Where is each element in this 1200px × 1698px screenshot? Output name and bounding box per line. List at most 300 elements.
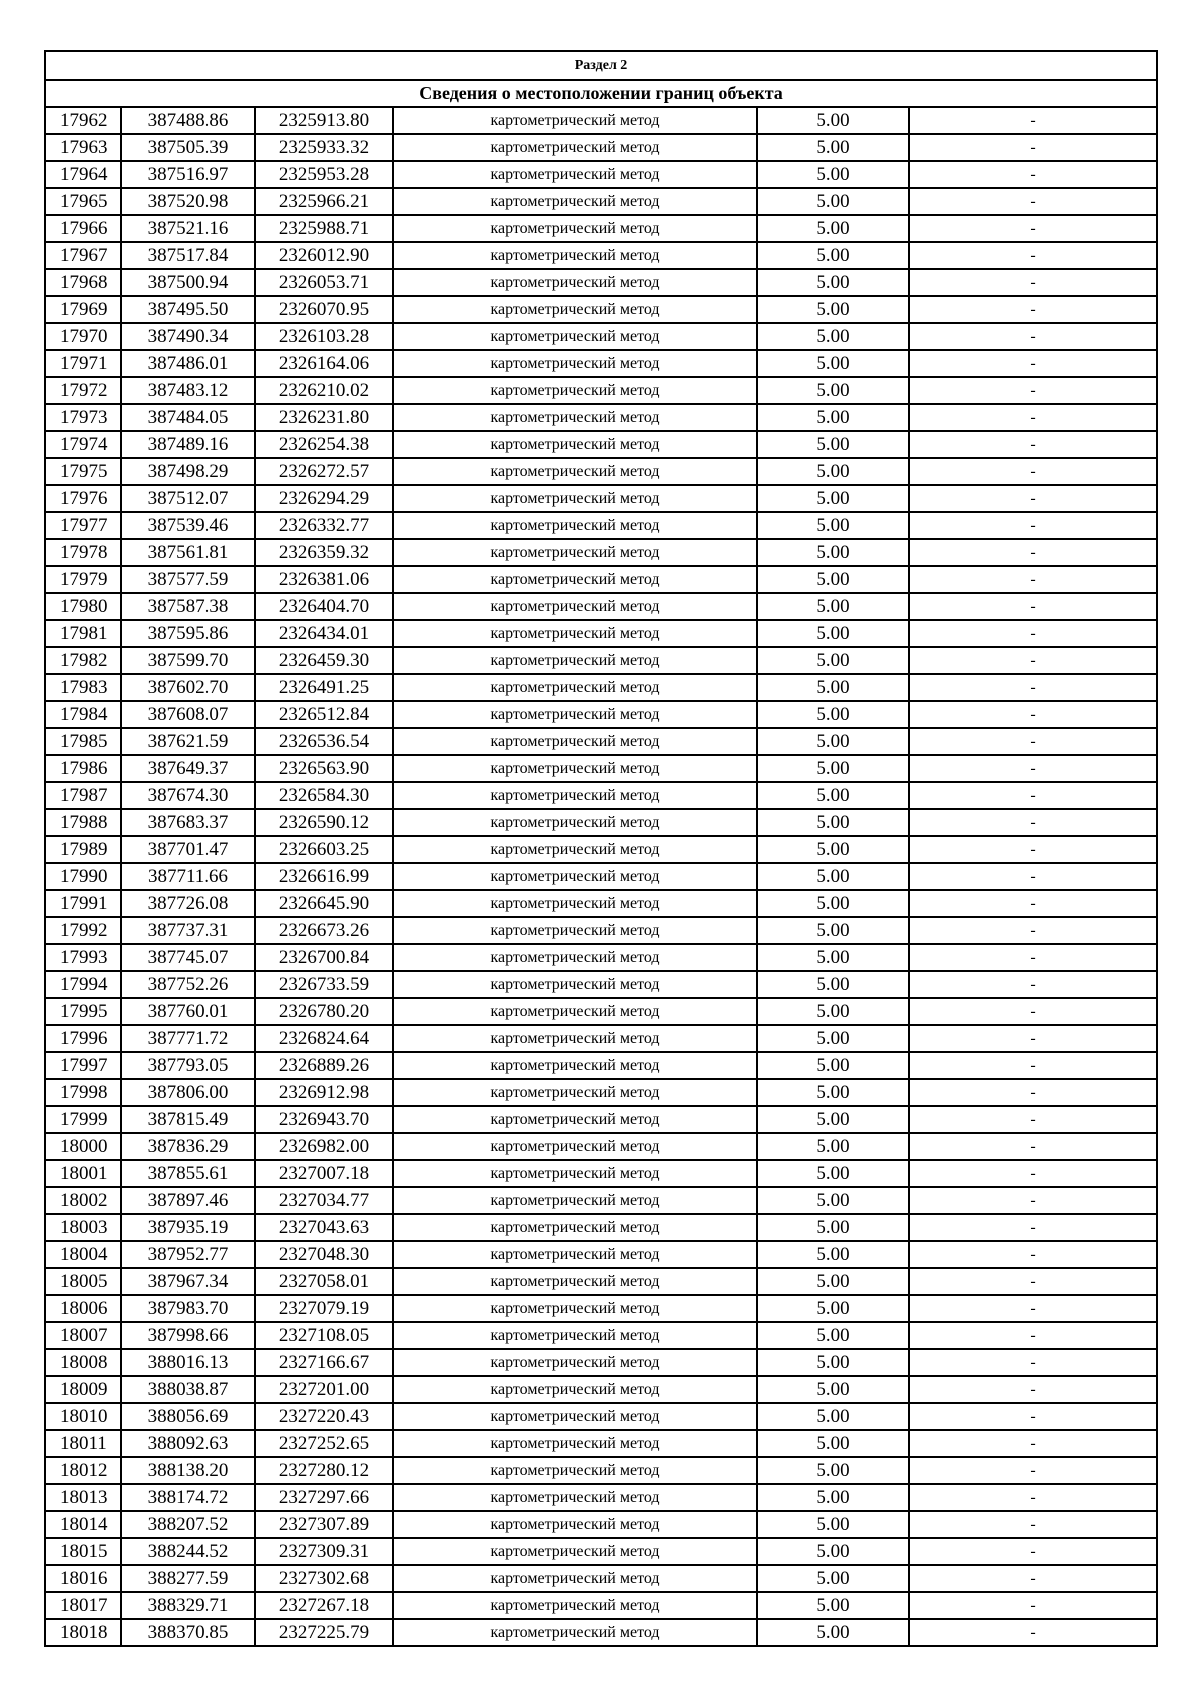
coordinate-x-cell: 387498.29	[121, 458, 255, 485]
accuracy-cell: 5.00	[757, 1106, 909, 1133]
table-row	[45, 458, 1157, 485]
coordinate-x-cell: 387983.70	[121, 1295, 255, 1322]
coordinate-y-cell: 2326434.01	[255, 620, 393, 647]
table-row	[45, 485, 1157, 512]
point-number-cell: 17988	[45, 809, 121, 836]
accuracy-cell: 5.00	[757, 836, 909, 863]
coordinate-y-cell: 2327225.79	[255, 1619, 393, 1646]
accuracy-cell: 5.00	[757, 971, 909, 998]
note-cell: -	[909, 431, 1157, 458]
point-number-cell: 17967	[45, 242, 121, 269]
point-number-cell: 17965	[45, 188, 121, 215]
coordinate-y-cell: 2327297.66	[255, 1484, 393, 1511]
coordinate-x-cell: 387516.97	[121, 161, 255, 188]
table-row	[45, 1214, 1157, 1241]
accuracy-cell: 5.00	[757, 1349, 909, 1376]
coordinate-y-cell: 2326512.84	[255, 701, 393, 728]
note-cell: -	[909, 1484, 1157, 1511]
point-number-cell: 18009	[45, 1376, 121, 1403]
note-cell: -	[909, 728, 1157, 755]
point-number-cell: 17971	[45, 350, 121, 377]
coordinate-x-cell: 388370.85	[121, 1619, 255, 1646]
point-number-cell: 17990	[45, 863, 121, 890]
accuracy-cell: 5.00	[757, 242, 909, 269]
coordinate-x-cell: 387621.59	[121, 728, 255, 755]
coordinate-x-cell: 387760.01	[121, 998, 255, 1025]
accuracy-cell: 5.00	[757, 215, 909, 242]
table-row	[45, 1376, 1157, 1403]
point-number-cell: 18002	[45, 1187, 121, 1214]
point-number-cell: 17974	[45, 431, 121, 458]
coordinate-x-cell: 387484.05	[121, 404, 255, 431]
coordinate-x-cell: 388056.69	[121, 1403, 255, 1430]
note-cell: -	[909, 1565, 1157, 1592]
coordinate-x-cell: 387490.34	[121, 323, 255, 350]
note-cell: -	[909, 1538, 1157, 1565]
table-row	[45, 431, 1157, 458]
coordinate-x-cell: 387521.16	[121, 215, 255, 242]
coordinate-x-cell: 387711.66	[121, 863, 255, 890]
coordinate-x-cell: 387539.46	[121, 512, 255, 539]
coordinate-x-cell: 387952.77	[121, 1241, 255, 1268]
note-cell: -	[909, 269, 1157, 296]
coordinate-y-cell: 2327280.12	[255, 1457, 393, 1484]
method-cell: картометрический метод	[393, 1538, 757, 1565]
note-cell: -	[909, 1079, 1157, 1106]
method-cell: картометрический метод	[393, 1403, 757, 1430]
point-number-cell: 18001	[45, 1160, 121, 1187]
coordinate-y-cell: 2326231.80	[255, 404, 393, 431]
accuracy-cell: 5.00	[757, 1160, 909, 1187]
method-cell: картометрический метод	[393, 620, 757, 647]
coordinate-x-cell: 387608.07	[121, 701, 255, 728]
coordinate-y-cell: 2327043.63	[255, 1214, 393, 1241]
point-number-cell: 18006	[45, 1295, 121, 1322]
accuracy-cell: 5.00	[757, 539, 909, 566]
method-cell: картометрический метод	[393, 755, 757, 782]
method-cell: картометрический метод	[393, 431, 757, 458]
coordinate-y-cell: 2326780.20	[255, 998, 393, 1025]
coordinate-x-cell: 387577.59	[121, 566, 255, 593]
accuracy-cell: 5.00	[757, 431, 909, 458]
coordinate-x-cell: 387512.07	[121, 485, 255, 512]
coordinate-y-cell: 2327034.77	[255, 1187, 393, 1214]
coordinate-x-cell: 387495.50	[121, 296, 255, 323]
note-cell: -	[909, 863, 1157, 890]
point-number-cell: 17968	[45, 269, 121, 296]
coordinate-x-cell: 387505.39	[121, 134, 255, 161]
table-row	[45, 1484, 1157, 1511]
coordinate-x-cell: 387486.01	[121, 350, 255, 377]
accuracy-cell: 5.00	[757, 1430, 909, 1457]
table-row	[45, 647, 1157, 674]
point-number-cell: 18005	[45, 1268, 121, 1295]
note-cell: -	[909, 1457, 1157, 1484]
accuracy-cell: 5.00	[757, 1241, 909, 1268]
coordinate-y-cell: 2326563.90	[255, 755, 393, 782]
note-cell: -	[909, 296, 1157, 323]
point-number-cell: 17963	[45, 134, 121, 161]
accuracy-cell: 5.00	[757, 1133, 909, 1160]
coordinate-y-cell: 2327309.31	[255, 1538, 393, 1565]
accuracy-cell: 5.00	[757, 350, 909, 377]
note-cell: -	[909, 1376, 1157, 1403]
table-row	[45, 1322, 1157, 1349]
table-row	[45, 269, 1157, 296]
coordinate-y-cell: 2326616.99	[255, 863, 393, 890]
method-cell: картометрический метод	[393, 1241, 757, 1268]
point-number-cell: 18015	[45, 1538, 121, 1565]
accuracy-cell: 5.00	[757, 1322, 909, 1349]
accuracy-cell: 5.00	[757, 701, 909, 728]
note-cell: -	[909, 134, 1157, 161]
method-cell: картометрический метод	[393, 1592, 757, 1619]
accuracy-cell: 5.00	[757, 1565, 909, 1592]
method-cell: картометрический метод	[393, 215, 757, 242]
method-cell: картометрический метод	[393, 1187, 757, 1214]
accuracy-cell: 5.00	[757, 998, 909, 1025]
method-cell: картометрический метод	[393, 1106, 757, 1133]
table-row	[45, 1592, 1157, 1619]
method-cell: картометрический метод	[393, 728, 757, 755]
table-row	[45, 1403, 1157, 1430]
coordinate-x-cell: 388092.63	[121, 1430, 255, 1457]
accuracy-cell: 5.00	[757, 809, 909, 836]
table-row	[45, 188, 1157, 215]
coordinate-x-cell: 388277.59	[121, 1565, 255, 1592]
method-cell: картометрический метод	[393, 1565, 757, 1592]
point-number-cell: 18004	[45, 1241, 121, 1268]
note-cell: -	[909, 674, 1157, 701]
table-row	[45, 1538, 1157, 1565]
boundary-coordinates-table	[44, 50, 1158, 1647]
note-cell: -	[909, 1025, 1157, 1052]
table-row	[45, 161, 1157, 188]
point-number-cell: 17980	[45, 593, 121, 620]
note-cell: -	[909, 1160, 1157, 1187]
accuracy-cell: 5.00	[757, 296, 909, 323]
note-cell: -	[909, 1133, 1157, 1160]
coordinate-y-cell: 2327166.67	[255, 1349, 393, 1376]
coordinate-y-cell: 2327252.65	[255, 1430, 393, 1457]
note-cell: -	[909, 944, 1157, 971]
method-cell: картометрический метод	[393, 647, 757, 674]
title-header-row	[45, 80, 1157, 107]
coordinate-x-cell: 387726.08	[121, 890, 255, 917]
coordinate-x-cell: 387701.47	[121, 836, 255, 863]
accuracy-cell: 5.00	[757, 1295, 909, 1322]
method-cell: картометрический метод	[393, 269, 757, 296]
table-row	[45, 107, 1157, 134]
table-row	[45, 566, 1157, 593]
table-row	[45, 1268, 1157, 1295]
point-number-cell: 17997	[45, 1052, 121, 1079]
point-number-cell: 18018	[45, 1619, 121, 1646]
note-cell: -	[909, 1403, 1157, 1430]
note-cell: -	[909, 836, 1157, 863]
method-cell: картометрический метод	[393, 1025, 757, 1052]
coordinate-y-cell: 2326164.06	[255, 350, 393, 377]
point-number-cell: 17992	[45, 917, 121, 944]
note-cell: -	[909, 1241, 1157, 1268]
method-cell: картометрический метод	[393, 377, 757, 404]
coordinate-x-cell: 387587.38	[121, 593, 255, 620]
coordinate-y-cell: 2325966.21	[255, 188, 393, 215]
coordinate-y-cell: 2326584.30	[255, 782, 393, 809]
accuracy-cell: 5.00	[757, 188, 909, 215]
coordinate-y-cell: 2326912.98	[255, 1079, 393, 1106]
point-number-cell: 17994	[45, 971, 121, 998]
method-cell: картометрический метод	[393, 512, 757, 539]
coordinate-x-cell: 388138.20	[121, 1457, 255, 1484]
table-row	[45, 1079, 1157, 1106]
coordinate-x-cell: 387489.16	[121, 431, 255, 458]
coordinate-y-cell: 2327108.05	[255, 1322, 393, 1349]
coordinate-y-cell: 2327220.43	[255, 1403, 393, 1430]
note-cell: -	[909, 1268, 1157, 1295]
table-row	[45, 701, 1157, 728]
method-cell: картометрический метод	[393, 134, 757, 161]
coordinate-y-cell: 2325988.71	[255, 215, 393, 242]
table-row	[45, 539, 1157, 566]
table-row	[45, 215, 1157, 242]
coordinate-x-cell: 387561.81	[121, 539, 255, 566]
coordinate-x-cell: 388038.87	[121, 1376, 255, 1403]
coordinate-y-cell: 2326459.30	[255, 647, 393, 674]
table-row	[45, 1187, 1157, 1214]
accuracy-cell: 5.00	[757, 566, 909, 593]
method-cell: картометрический метод	[393, 404, 757, 431]
coordinate-x-cell: 387483.12	[121, 377, 255, 404]
method-cell: картометрический метод	[393, 1133, 757, 1160]
accuracy-cell: 5.00	[757, 107, 909, 134]
method-cell: картометрический метод	[393, 1619, 757, 1646]
method-cell: картометрический метод	[393, 971, 757, 998]
coordinate-y-cell: 2326491.25	[255, 674, 393, 701]
table-row	[45, 1430, 1157, 1457]
table-row	[45, 512, 1157, 539]
coordinate-x-cell: 388016.13	[121, 1349, 255, 1376]
accuracy-cell: 5.00	[757, 782, 909, 809]
method-cell: картометрический метод	[393, 350, 757, 377]
note-cell: -	[909, 1322, 1157, 1349]
table-row	[45, 863, 1157, 890]
note-cell: -	[909, 377, 1157, 404]
coordinate-y-cell: 2327302.68	[255, 1565, 393, 1592]
point-number-cell: 17989	[45, 836, 121, 863]
coordinate-y-cell: 2326381.06	[255, 566, 393, 593]
coordinate-y-cell: 2326536.54	[255, 728, 393, 755]
coordinate-y-cell: 2326700.84	[255, 944, 393, 971]
note-cell: -	[909, 620, 1157, 647]
point-number-cell: 17995	[45, 998, 121, 1025]
point-number-cell: 18000	[45, 1133, 121, 1160]
coordinate-y-cell: 2326053.71	[255, 269, 393, 296]
coordinate-x-cell: 387771.72	[121, 1025, 255, 1052]
note-cell: -	[909, 350, 1157, 377]
method-cell: картометрический метод	[393, 188, 757, 215]
coordinate-x-cell: 387897.46	[121, 1187, 255, 1214]
coordinate-x-cell: 387793.05	[121, 1052, 255, 1079]
method-cell: картометрический метод	[393, 1484, 757, 1511]
note-cell: -	[909, 1106, 1157, 1133]
coordinate-x-cell: 387815.49	[121, 1106, 255, 1133]
table-row	[45, 1619, 1157, 1646]
coordinate-y-cell: 2326733.59	[255, 971, 393, 998]
method-cell: картометрический метод	[393, 107, 757, 134]
note-cell: -	[909, 512, 1157, 539]
note-cell: -	[909, 404, 1157, 431]
note-cell: -	[909, 701, 1157, 728]
point-number-cell: 18010	[45, 1403, 121, 1430]
method-cell: картометрический метод	[393, 1349, 757, 1376]
table-row	[45, 1565, 1157, 1592]
method-cell: картометрический метод	[393, 1295, 757, 1322]
coordinate-y-cell: 2326982.00	[255, 1133, 393, 1160]
point-number-cell: 17969	[45, 296, 121, 323]
accuracy-cell: 5.00	[757, 728, 909, 755]
accuracy-cell: 5.00	[757, 1079, 909, 1106]
table-row	[45, 971, 1157, 998]
coordinate-x-cell: 387967.34	[121, 1268, 255, 1295]
coordinate-y-cell: 2326824.64	[255, 1025, 393, 1052]
point-number-cell: 17973	[45, 404, 121, 431]
accuracy-cell: 5.00	[757, 917, 909, 944]
note-cell: -	[909, 458, 1157, 485]
note-cell: -	[909, 242, 1157, 269]
point-number-cell: 18008	[45, 1349, 121, 1376]
method-cell: картометрический метод	[393, 782, 757, 809]
coordinate-y-cell: 2327201.00	[255, 1376, 393, 1403]
table-row	[45, 404, 1157, 431]
point-number-cell: 18007	[45, 1322, 121, 1349]
note-cell: -	[909, 161, 1157, 188]
note-cell: -	[909, 1052, 1157, 1079]
method-cell: картометрический метод	[393, 161, 757, 188]
point-number-cell: 17984	[45, 701, 121, 728]
point-number-cell: 17966	[45, 215, 121, 242]
table-row	[45, 917, 1157, 944]
coordinate-y-cell: 2326673.26	[255, 917, 393, 944]
accuracy-cell: 5.00	[757, 1619, 909, 1646]
coordinate-x-cell: 388244.52	[121, 1538, 255, 1565]
table-row	[45, 323, 1157, 350]
accuracy-cell: 5.00	[757, 1484, 909, 1511]
method-cell: картометрический метод	[393, 917, 757, 944]
coordinate-y-cell: 2327058.01	[255, 1268, 393, 1295]
coordinate-x-cell: 387488.86	[121, 107, 255, 134]
coordinate-x-cell: 387674.30	[121, 782, 255, 809]
method-cell: картометрический метод	[393, 1457, 757, 1484]
coordinate-x-cell: 387806.00	[121, 1079, 255, 1106]
coordinate-y-cell: 2326603.25	[255, 836, 393, 863]
coordinate-x-cell: 387595.86	[121, 620, 255, 647]
coordinate-y-cell: 2326332.77	[255, 512, 393, 539]
coordinate-y-cell: 2326070.95	[255, 296, 393, 323]
coordinate-y-cell: 2325953.28	[255, 161, 393, 188]
note-cell: -	[909, 566, 1157, 593]
coordinate-x-cell: 387520.98	[121, 188, 255, 215]
point-number-cell: 18012	[45, 1457, 121, 1484]
method-cell: картометрический метод	[393, 701, 757, 728]
note-cell: -	[909, 1295, 1157, 1322]
point-number-cell: 18011	[45, 1430, 121, 1457]
note-cell: -	[909, 539, 1157, 566]
coordinate-x-cell: 387998.66	[121, 1322, 255, 1349]
method-cell: картометрический метод	[393, 458, 757, 485]
note-cell: -	[909, 593, 1157, 620]
method-cell: картометрический метод	[393, 674, 757, 701]
coordinate-x-cell: 387517.84	[121, 242, 255, 269]
accuracy-cell: 5.00	[757, 863, 909, 890]
accuracy-cell: 5.00	[757, 1376, 909, 1403]
point-number-cell: 18013	[45, 1484, 121, 1511]
coordinate-x-cell: 387745.07	[121, 944, 255, 971]
method-cell: картометрический метод	[393, 539, 757, 566]
point-number-cell: 17976	[45, 485, 121, 512]
method-cell: картометрический метод	[393, 836, 757, 863]
point-number-cell: 17985	[45, 728, 121, 755]
point-number-cell: 17979	[45, 566, 121, 593]
point-number-cell: 18014	[45, 1511, 121, 1538]
accuracy-cell: 5.00	[757, 1268, 909, 1295]
note-cell: -	[909, 1214, 1157, 1241]
coordinate-x-cell: 387752.26	[121, 971, 255, 998]
section-header-row	[45, 51, 1157, 80]
accuracy-cell: 5.00	[757, 890, 909, 917]
coordinate-x-cell: 387649.37	[121, 755, 255, 782]
method-cell: картометрический метод	[393, 323, 757, 350]
note-cell: -	[909, 1511, 1157, 1538]
accuracy-cell: 5.00	[757, 944, 909, 971]
note-cell: -	[909, 971, 1157, 998]
coordinate-y-cell: 2326404.70	[255, 593, 393, 620]
note-cell: -	[909, 215, 1157, 242]
accuracy-cell: 5.00	[757, 458, 909, 485]
coordinate-y-cell: 2326294.29	[255, 485, 393, 512]
table-row	[45, 836, 1157, 863]
table-row	[45, 1106, 1157, 1133]
coordinate-x-cell: 387836.29	[121, 1133, 255, 1160]
coordinate-x-cell: 388207.52	[121, 1511, 255, 1538]
table-row	[45, 1457, 1157, 1484]
coordinate-y-cell: 2326210.02	[255, 377, 393, 404]
accuracy-cell: 5.00	[757, 161, 909, 188]
point-number-cell: 17991	[45, 890, 121, 917]
note-cell: -	[909, 998, 1157, 1025]
accuracy-cell: 5.00	[757, 1214, 909, 1241]
method-cell: картометрический метод	[393, 944, 757, 971]
table-row	[45, 377, 1157, 404]
accuracy-cell: 5.00	[757, 1511, 909, 1538]
accuracy-cell: 5.00	[757, 1052, 909, 1079]
note-cell: -	[909, 809, 1157, 836]
accuracy-cell: 5.00	[757, 647, 909, 674]
coordinate-x-cell: 387737.31	[121, 917, 255, 944]
method-cell: картометрический метод	[393, 296, 757, 323]
table-row	[45, 1052, 1157, 1079]
note-cell: -	[909, 1592, 1157, 1619]
table-row	[45, 998, 1157, 1025]
coordinate-x-cell: 387599.70	[121, 647, 255, 674]
point-number-cell: 18016	[45, 1565, 121, 1592]
coordinate-y-cell: 2327267.18	[255, 1592, 393, 1619]
table-row	[45, 674, 1157, 701]
table-row	[45, 134, 1157, 161]
note-cell: -	[909, 782, 1157, 809]
point-number-cell: 17996	[45, 1025, 121, 1052]
table-row	[45, 782, 1157, 809]
